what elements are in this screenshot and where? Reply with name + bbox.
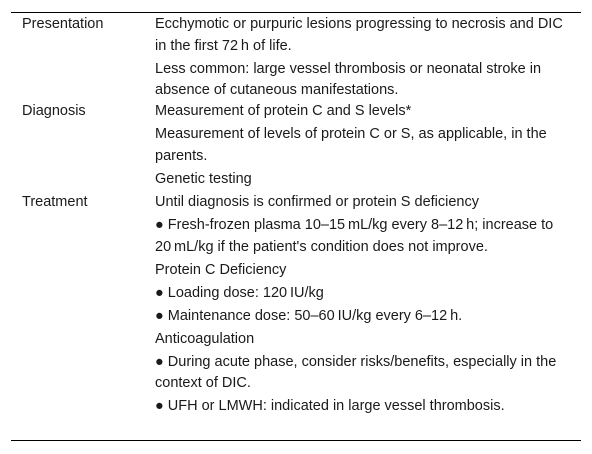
- cell-paragraph: Measurement of levels of protein C or S, as applicable, in the parents.: [155, 126, 547, 164]
- cell-paragraph: ● UFH or LMWH: indicated in large vessel thrombosis.: [155, 398, 505, 414]
- cell-paragraph: ● Fresh-frozen plasma 10–15 mL/kg every 8–12 h; increase to 20 mL/kg if the patient's condition does not improve.: [155, 217, 554, 255]
- cell-paragraph: ● Maintenance dose: 50–60 IU/kg every 6–12 h.: [155, 307, 463, 324]
- cell-paragraph: Anticoagulation: [155, 330, 255, 347]
- cell-paragraph: ● During acute phase, consider risks/benefits, especially in the context of DIC.: [155, 353, 557, 391]
- cell-paragraph: Ecchymotic or purpuric lesions progressing to necrosis and DIC in the first 72 h of life.: [155, 16, 563, 54]
- row-content: [155, 14, 565, 102]
- table-row-presentation: [11, 14, 565, 102]
- row-content: [155, 192, 565, 418]
- cell-paragraph: ● Loading dose: 120 IU/kg: [155, 284, 324, 301]
- row-label: Treatment: [22, 194, 88, 210]
- cell-paragraph: Protein C Deficiency: [155, 261, 287, 278]
- row-content: [155, 101, 565, 190]
- cell-paragraph: Until diagnosis is confirmed or protein S deficiency: [155, 194, 479, 210]
- treatment-table: [11, 12, 581, 441]
- table-row-treatment: [11, 192, 565, 418]
- row-label: Diagnosis: [22, 103, 86, 119]
- cell-paragraph: Less common: large vessel thrombosis or neonatal stroke in absence of cutaneous manifestations.: [155, 60, 542, 98]
- cell-paragraph: Genetic testing: [155, 170, 252, 187]
- row-label: Presentation: [22, 16, 104, 32]
- table-row-diagnosis: [11, 101, 565, 190]
- cell-paragraph: Measurement of protein C and S levels*: [155, 103, 412, 119]
